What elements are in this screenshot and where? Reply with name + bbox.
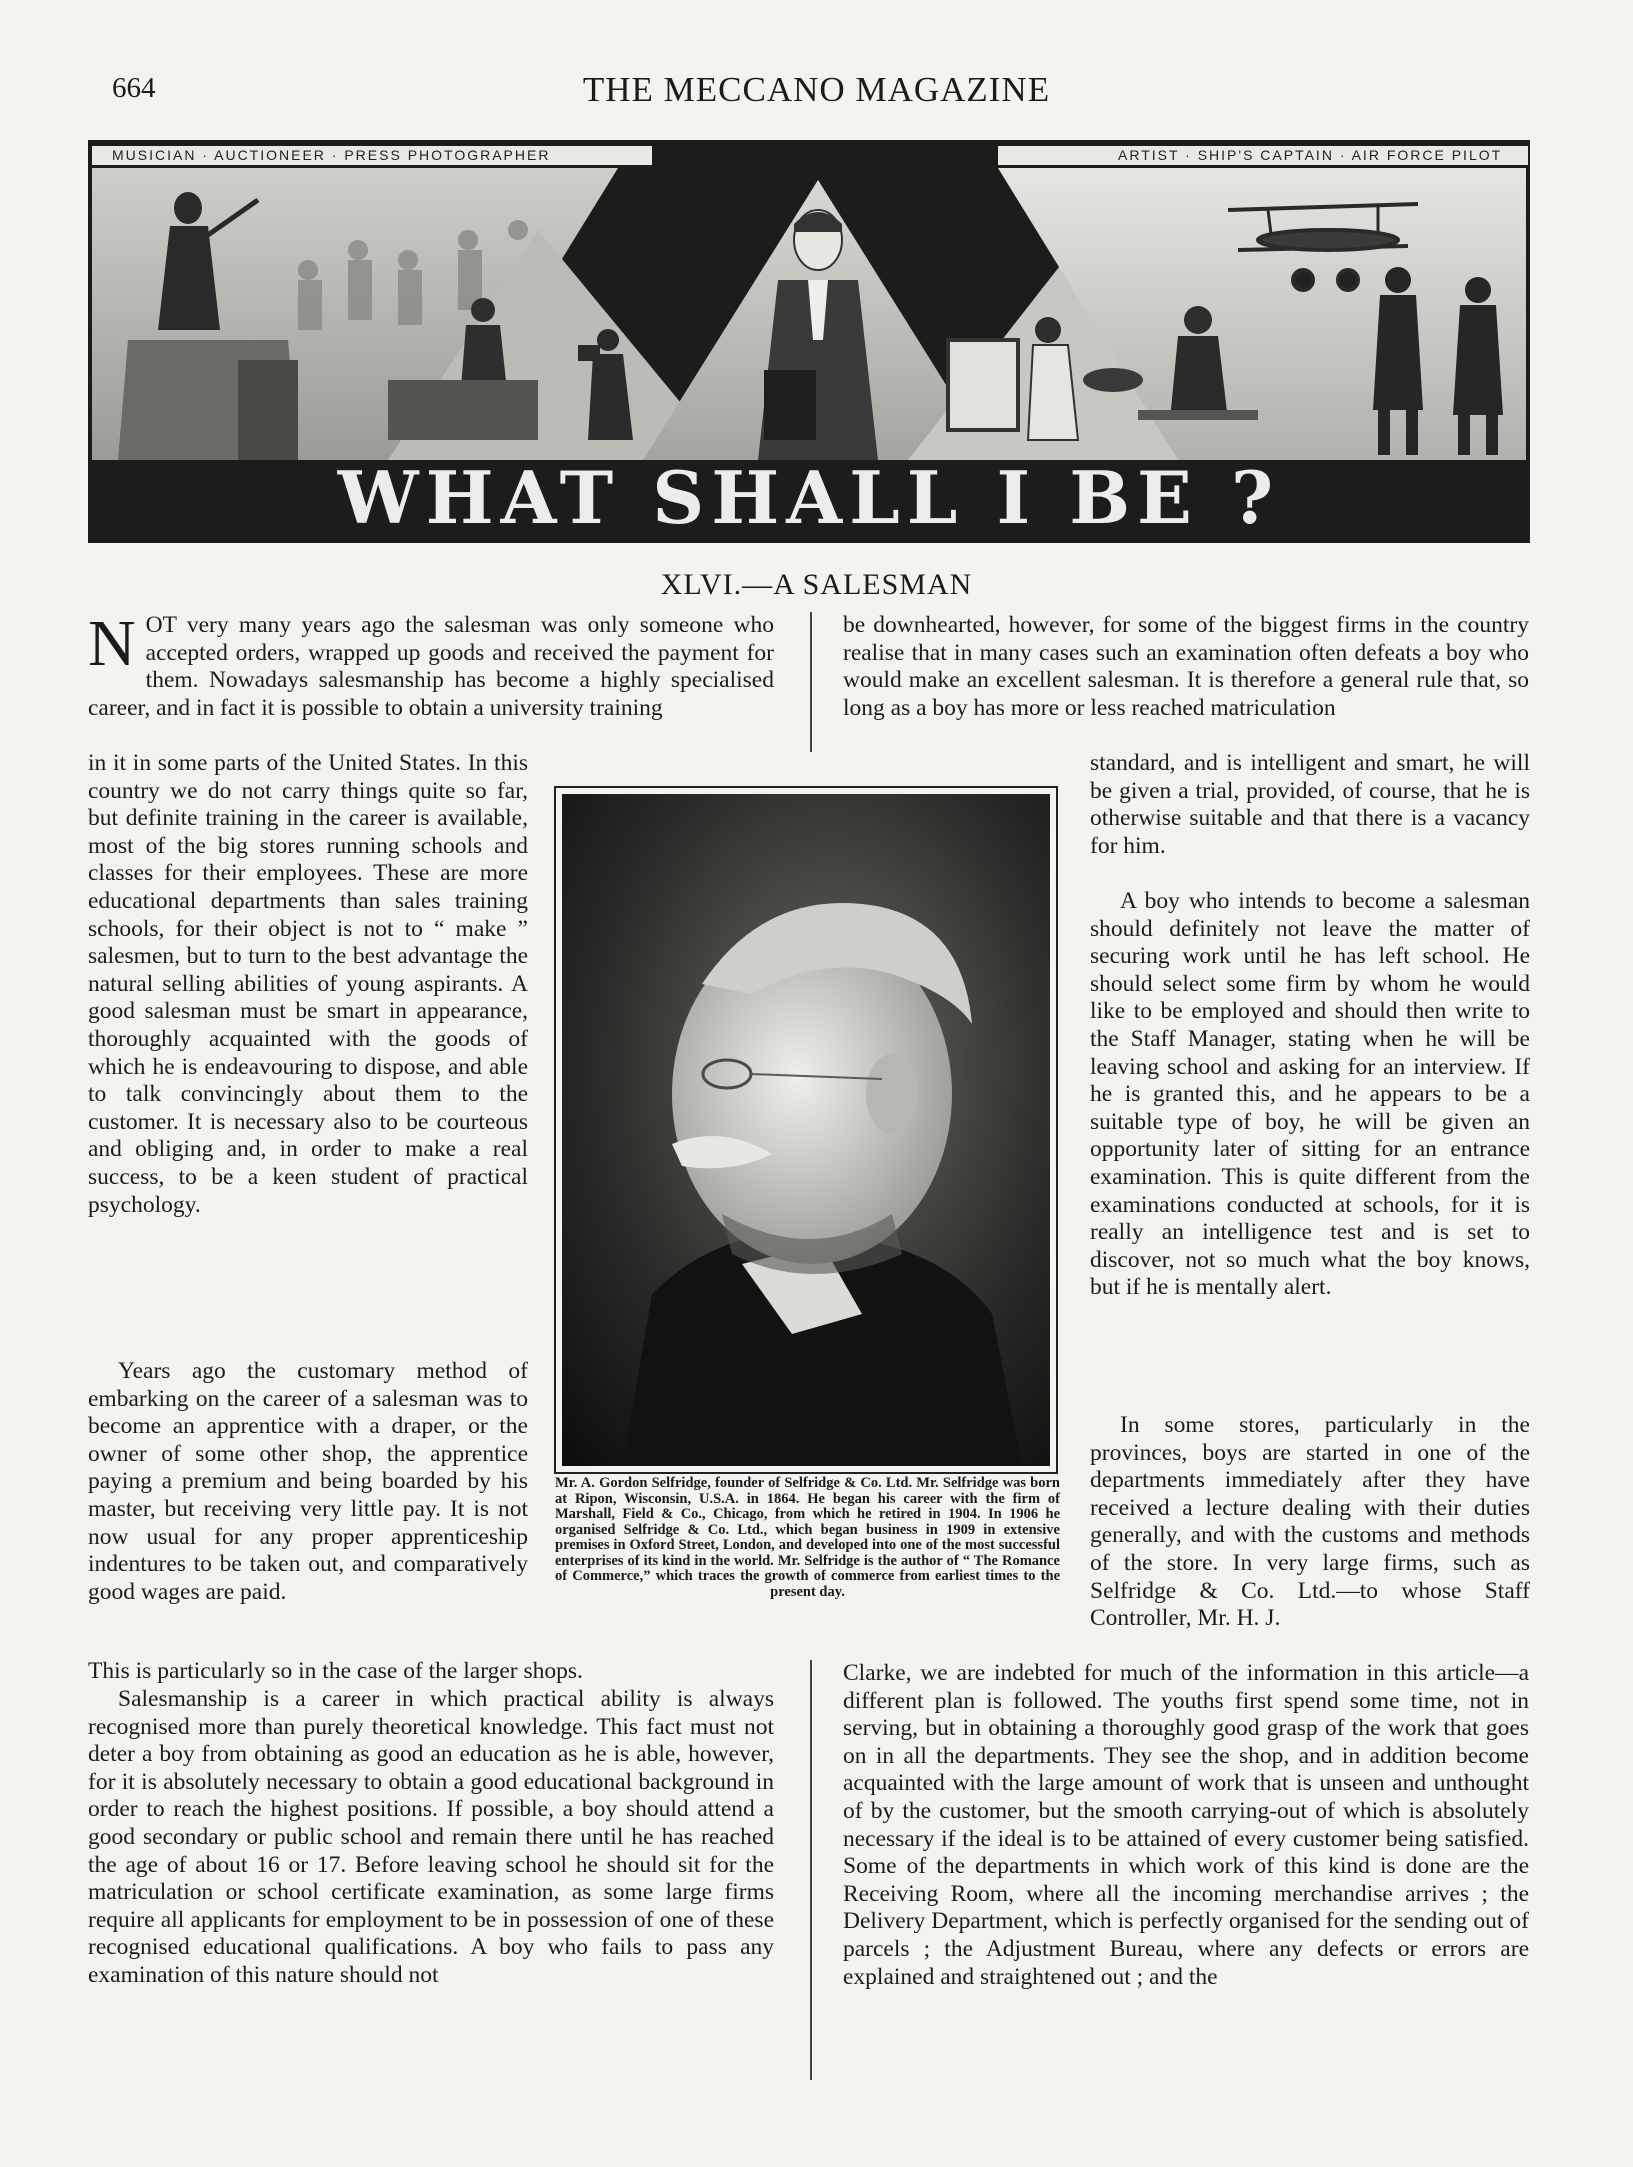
page-number: 664: [112, 72, 156, 104]
photo-caption: Mr. A. Gordon Selfridge, founder of Selfridge & Co. Ltd. Mr. Selfridge was born at Ripon, Wisconsin, U.S.A. in 1864. He began his career with the firm of Marshall, Field & Co., Chicago, from which he retired in 1904. In 1906 he organised Selfridge & Co. Ltd., which began business in 1909 in extensive premises in Oxford Street, London, and developed into one of the most successful enterprises of its kind in the world. Mr. Selfridge is the author of “ The Romance of Commerce,” which traces the growth of commerce from earliest times to the present day.: [555, 1475, 1060, 1600]
right-narrow-paragraph-3: In some stores, particularly in the provinces, boys are started in one of the departments immediately after they have received a lecture dealing with their duties generally, and with the customs and methods of the store. In very large firms, such as Selfridge & Co. Ltd.—to whose Staff Controller, Mr. H. J.: [1090, 1412, 1530, 1632]
left-bottom-paragraph-3: Salesmanship is a career in which practical ability is always recognised more than purely theoretical knowledge. This fact must not deter a boy from obtaining as good an education as he is able, however, for it is absolutely necessary to obtain a good educational background in order to reach the highest positions. If possible, a boy should attend a good secondary or public school and remain there until he has reached the age of about 16 or 17. Before leaving school he should sit for the matriculation or school certificate examination, as some large firms require all applicants for employment to be in possession of one of these recognised educational qualifications. A boy who fails to pass any examination of this nature should not: [88, 1686, 774, 1988]
article-title: XLVI.—A SALESMAN: [660, 568, 973, 601]
banner-right-strip: ARTIST · SHIP'S CAPTAIN · AIR FORCE PILOT: [998, 146, 1528, 165]
left-top-text: OT very many years ago the salesman was only someone who accepted orders, wrapped up goods and received the payment for them. Nowadays salesmanship has become a highly specialised career, and in fact it is possible to obtain a university training: [88, 612, 774, 721]
right-narrow-paragraph-2: A boy who intends to become a salesman should definitely not leave the matter of securing work until he has left school. He should select some firm by whom he would like to be employed and should then write to the Staff Manager, stating when he will be leaving school and asking for an interview. If he is granted this, and he appears to be a suitable type of boy, he will be given an opportunity later of sitting for an entrance examination. This is quite different from the examinations conducted at schools, for it is really an intelligence test and is set to discover, not so much what the boy knows, but if he is mentally alert.: [1090, 888, 1530, 1301]
drop-cap: N: [88, 607, 136, 680]
portrait-image: [562, 794, 1050, 1466]
banner-title: WHAT SHALL I BE ?: [337, 455, 1281, 540]
portrait-photo: [554, 786, 1058, 1474]
left-narrow-paragraph-2: Years ago the customary method of embarking on the career of a salesman was to become an apprentice with a draper, or the owner of some other shop, the apprentice paying a premium and being boarded by his master, but receiving very little pay. It is not now usual for any proper apprenticeship indentures to be taken out, and comparatively good wages are paid.: [88, 1358, 528, 1605]
banner-left-strip: MUSICIAN · AUCTIONEER · PRESS PHOTOGRAPHER: [92, 146, 652, 165]
right-narrow-paragraph-1: standard, and is intelligent and smart, he will be given a trial, provided, of course, that he is otherwise suitable and that there is a vacancy for him.: [1090, 750, 1530, 859]
left-narrow-paragraph-1: in it in some parts of the United States. In this country we do not carry things quite so far, but definite training in the career is available, most of the big stores running schools and classes for their employees. These are more educational departments than sales training schools, for their object is not to “ make ” salesmen, but to turn to the best advantage the natural selling abilities of young aspirants. A good salesman must be smart in appearance, thoroughly acquainted with the goods of which he is endeavouring to dispose, and able to talk convincingly about them to the customer. It is necessary also to be courteous and obliging and, in order to make a real success, to be a keen student of practical psychology.: [88, 750, 528, 1218]
column-rule-bottom: [810, 1660, 812, 2080]
left-column-top: [88, 607, 774, 722]
column-rule-top: [810, 612, 812, 752]
left-bottom-paragraph-end: This is particularly so in the case of the larger shops.: [88, 1658, 583, 1684]
header-banner: [88, 140, 1530, 543]
right-bottom-paragraph: Clarke, we are indebted for much of the information in this article—a different plan is followed. The youths first spend some time, not in serving, but in obtaining a thoroughly good grasp of the work that goes on in all the departments. They see the shop, and in addition become acquainted with the large amount of work that is unseen and unthought of by the customer, but the smooth carrying-out of which is absolutely necessary if the ideal is to be attained of every customer being satisfied. Some of the departments in which work of this kind is done are the Receiving Room, where all the incoming merchandise arrives ; the Delivery Department, which is perfectly organised for the sending out of parcels ; the Adjustment Bureau, where any defects or errors are explained and straightened out ; and the: [843, 1660, 1529, 1990]
right-column-top: be downhearted, however, for some of the biggest firms in the country realise that in many cases such an examination often defeats a boy who would make an excellent salesman. It is therefore a general rule that, so long as a boy has more or less reached matriculation: [843, 612, 1529, 721]
running-head: THE MECCANO MAGAZINE: [582, 70, 1051, 109]
